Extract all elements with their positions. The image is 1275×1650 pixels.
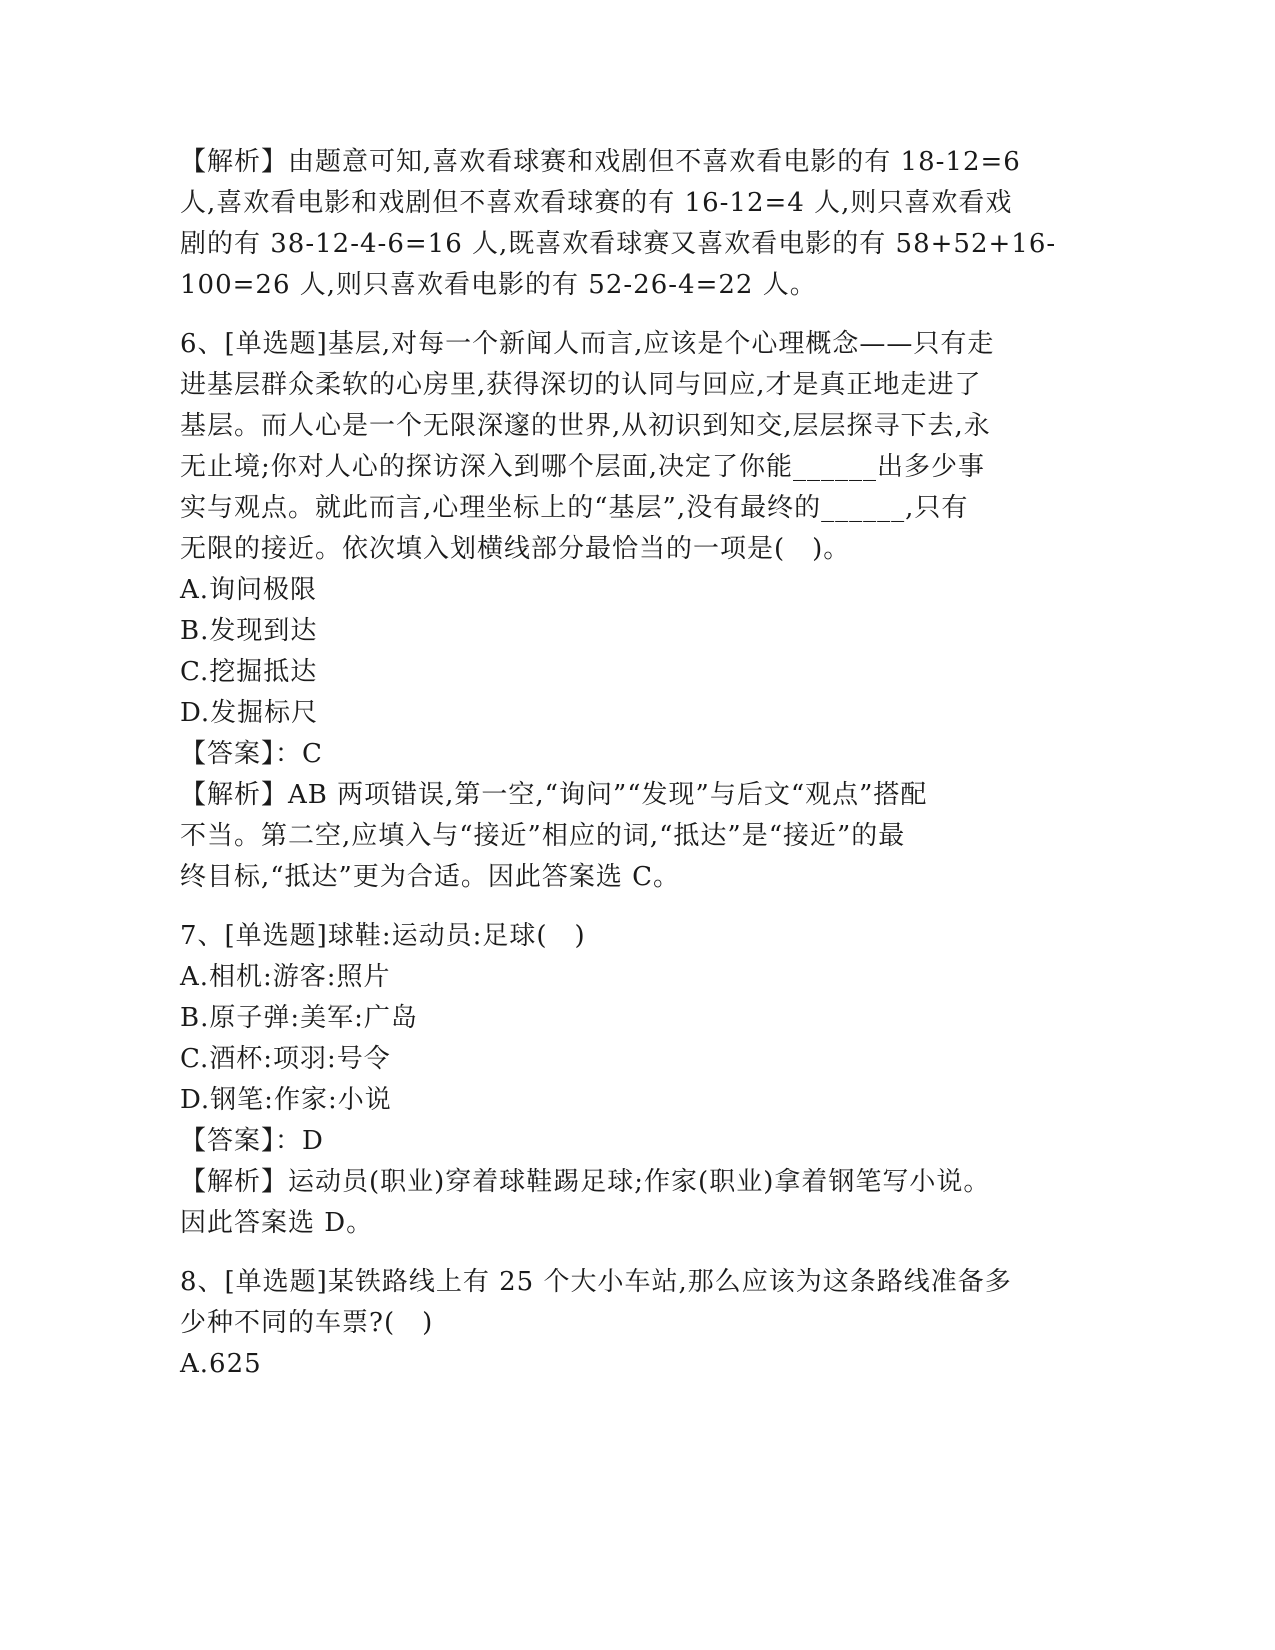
question-stem-line: 少种不同的车票?( ) [180, 1308, 434, 1338]
answer-label: 【答案】：D [180, 1126, 324, 1156]
option-c: C.挖掘抵达 [180, 657, 318, 687]
question-stem-line: 进基层群众柔软的心房里,获得深切的认同与回应,才是真正地走进了 [180, 370, 982, 400]
answer-label: 【答案】：C [180, 739, 323, 769]
question-stem-line: 基层。而人心是一个无限深邃的世界,从初识到知交,层层探寻下去,永 [180, 411, 991, 441]
question-6 [180, 324, 1027, 898]
analysis-line: 【解析】AB 两项错误,第一空,“询问”“发现”与后文“观点”搭配 [180, 780, 928, 810]
option-a: A.相机:游客:照片 [180, 962, 391, 992]
question-7 [180, 916, 1027, 1244]
analysis-line: 因此答案选 D。 [180, 1208, 374, 1238]
analysis-line: 不当。第二空,应填入与“接近”相应的词,“抵达”是“接近”的最 [180, 821, 906, 851]
option-a: A.625 [180, 1349, 262, 1379]
question-stem-line: 无限的接近。依次填入划横线部分最恰当的一项是( )。 [180, 534, 851, 564]
question-stem-line: 实与观点。就此而言,心理坐标上的“基层”,没有最终的______,只有 [180, 493, 969, 523]
analysis-line: 终目标,“抵达”更为合适。因此答案选 C。 [180, 862, 681, 892]
analysis-line: 【解析】由题意可知,喜欢看球赛和戏剧但不喜欢看电影的有 18-12=6 [180, 147, 1021, 177]
analysis-line: 【解析】运动员(职业)穿着球鞋踢足球;作家(职业)拿着钢笔写小说。 [180, 1167, 991, 1197]
option-b: B.原子弹:美军:广岛 [180, 1003, 418, 1033]
option-a: A.询问极限 [180, 575, 318, 605]
analysis-line: 人,喜欢看电影和戏剧但不喜欢看球赛的有 16-12=4 人,则只喜欢看戏 [180, 188, 1013, 218]
analysis-line: 剧的有 38-12-4-6=16 人,既喜欢看球赛又喜欢看电影的有 58+52+16- [180, 229, 1057, 259]
analysis-question-5 [180, 142, 1057, 306]
question-stem-line: 7、[单选题]球鞋:运动员:足球( ) [180, 921, 586, 951]
question-stem-line: 6、[单选题]基层,对每一个新闻人而言,应该是个心理概念——只有走 [180, 329, 995, 359]
question-8 [180, 1262, 1027, 1385]
option-d: D.钢笔:作家:小说 [180, 1085, 392, 1115]
question-stem-line: 8、[单选题]某铁路线上有 25 个大小车站,那么应该为这条路线准备多 [180, 1267, 1012, 1297]
option-b: B.发现到达 [180, 616, 318, 646]
question-stem-line: 无止境;你对人心的探访深入到哪个层面,决定了你能______出多少事 [180, 452, 986, 482]
analysis-line: 100=26 人,则只喜欢看电影的有 52-26-4=22 人。 [180, 270, 817, 300]
option-d: D.发掘标尺 [180, 698, 319, 728]
option-c: C.酒杯:项羽:号令 [180, 1044, 391, 1074]
